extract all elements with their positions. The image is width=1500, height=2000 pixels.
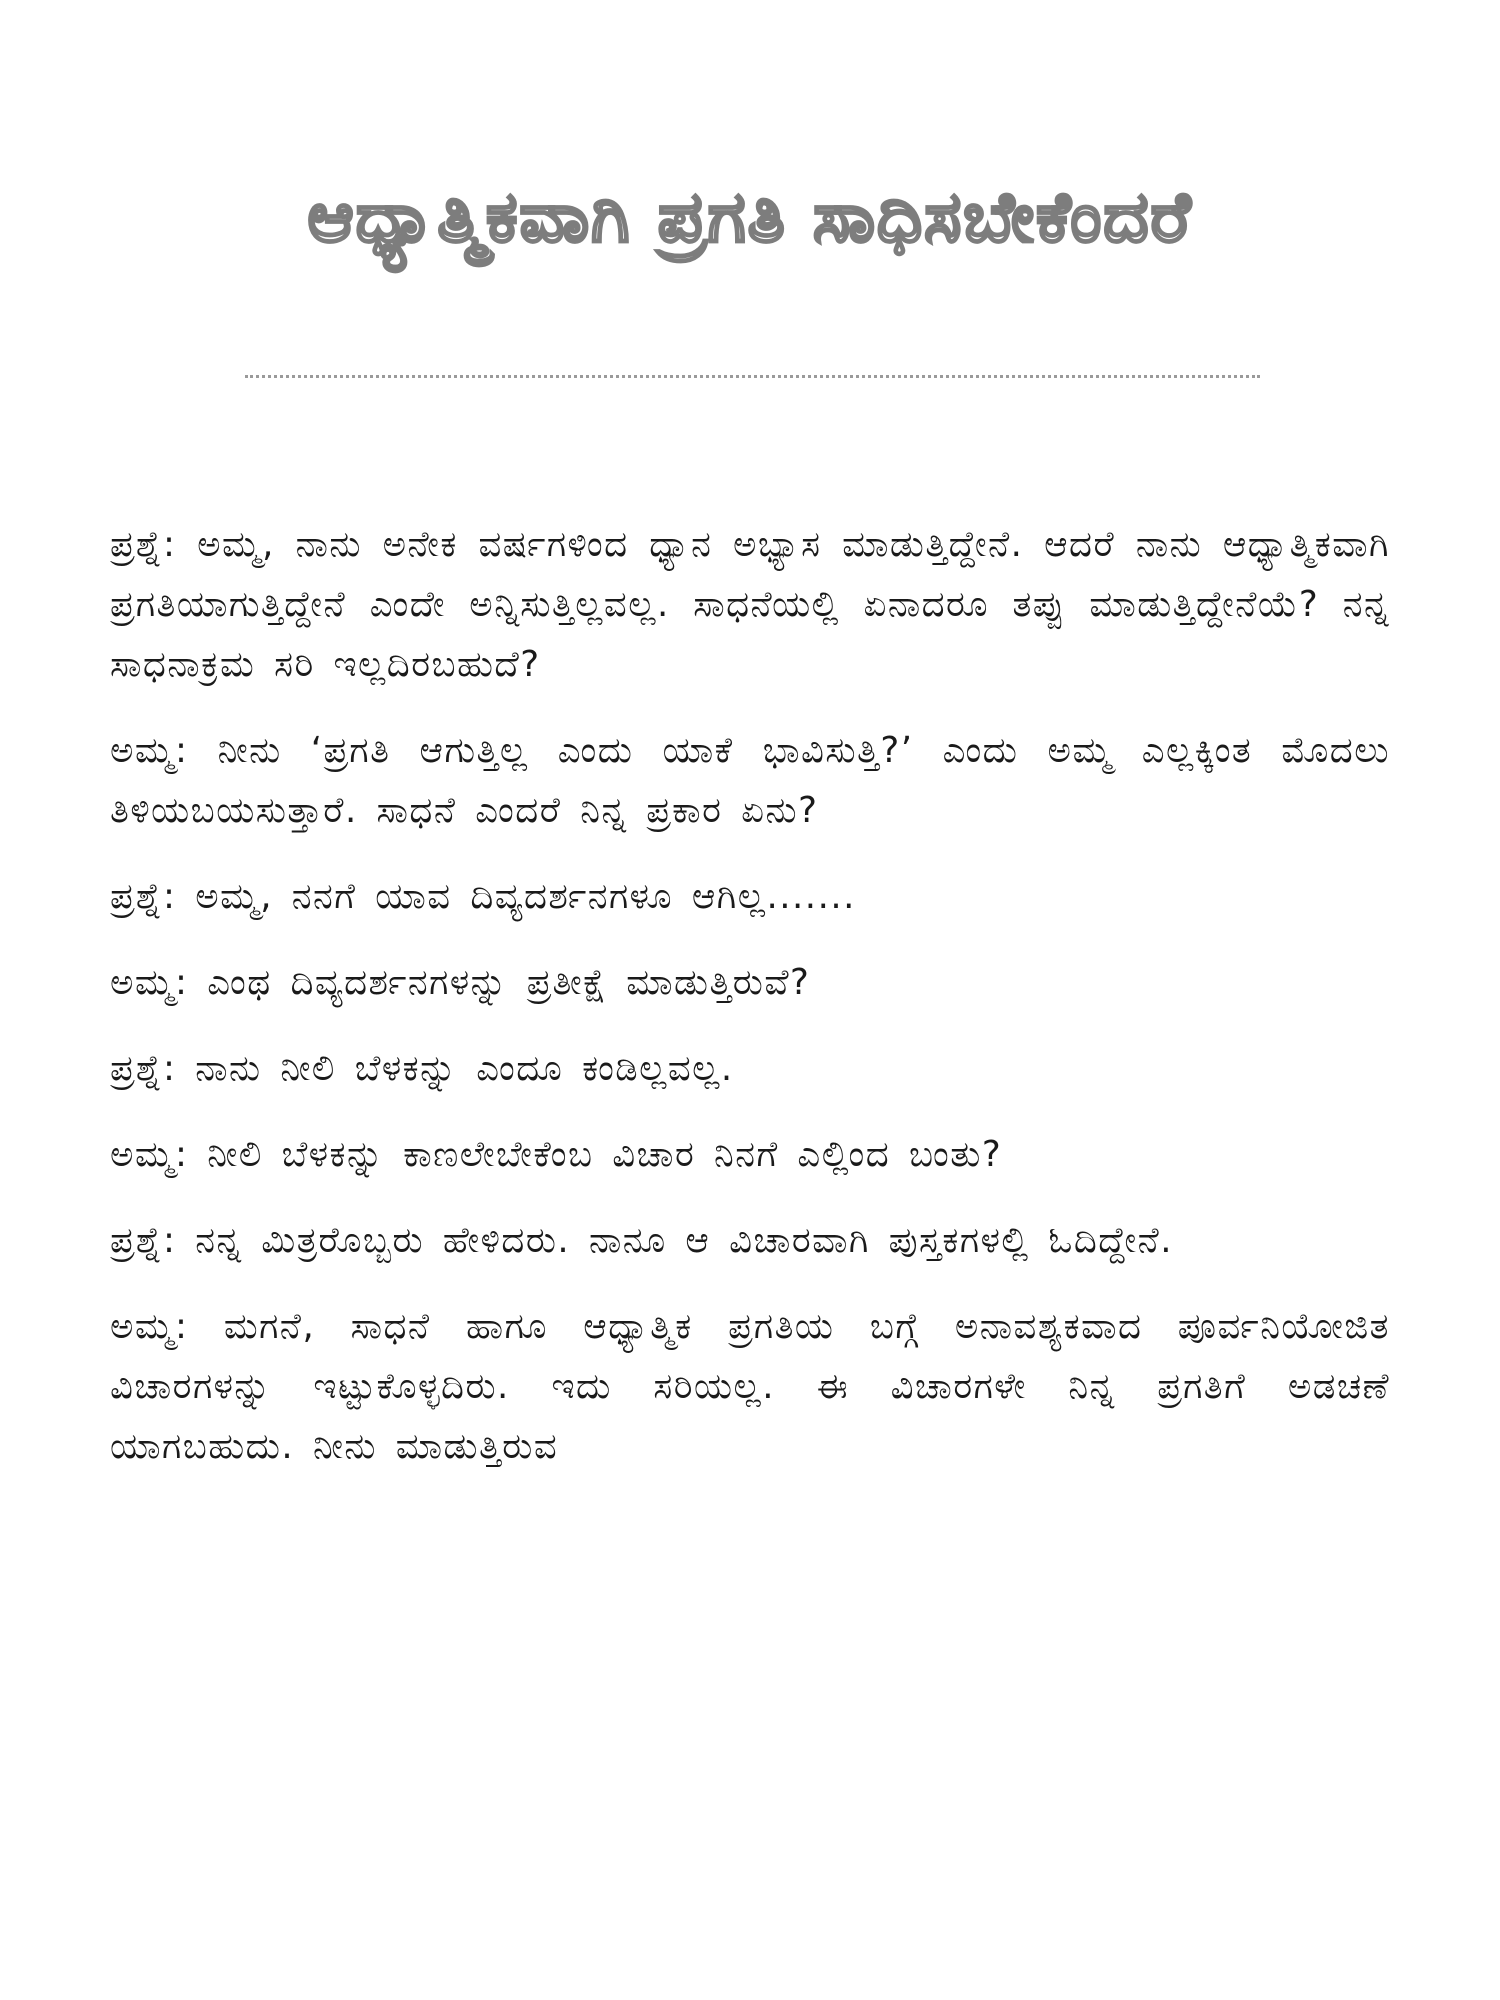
paragraph-text: ನಾನು ನೀಲಿ ಬೆಳಕನ್ನು ಎಂದೂ ಕಂಡಿಲ್ಲವಲ್ಲ. xyxy=(195,1048,734,1089)
paragraph-text: ಅಮ್ಮ, ನಾನು ಅನೇಕ ವರ್ಷಗಳಿಂದ ಧ್ಯಾನ ಅಭ್ಯಾಸ ಮಾಡುತ್ತಿದ್ದೇನೆ. ಆದರೆ ನಾನು ಆಧ್ಯಾತ್ಮಿಕವಾಗಿ ಪ್ರಗತಿಯಾಗುತ್ತಿದ್ದೇನೆ ಎಂದೇ ಅನ್ನಿಸುತ್ತಿಲ್ಲವಲ್ಲ. ಸಾಧನೆಯಲ್ಲಿ ಏನಾದರೂ ತಪ್ಪು ಮಾಡುತ್ತಿದ್ದೇನೆಯೆ? ನನ್ನ ಸಾಧನಾಕ್ರಮ ಸರಿ ಇಲ್ಲದಿರಬಹುದೆ? xyxy=(110,524,1390,685)
speaker-label: ಪ್ರಶ್ನೆ: xyxy=(110,1048,177,1089)
dialogue-paragraph xyxy=(110,1211,1390,1271)
dialogue-paragraph xyxy=(110,1039,1390,1099)
paragraph-text: ನನ್ನ ಮಿತ್ರರೊಬ್ಬರು ಹೇಳಿದರು. ನಾನೂ ಆ ವಿಚಾರವಾಗಿ ಪುಸ್ತಕಗಳಲ್ಲಿ ಓದಿದ್ದೇನೆ. xyxy=(195,1220,1174,1261)
speaker-label: ಪ್ರಶ್ನೆ: xyxy=(110,1220,177,1261)
dialogue-paragraph xyxy=(110,515,1390,695)
speaker-label: ಅಮ್ಮ: xyxy=(110,1306,189,1347)
speaker-label: ಪ್ರಶ್ನೆ: xyxy=(110,524,177,565)
dialogue-paragraph xyxy=(110,721,1390,841)
speaker-label: ಅಮ್ಮ: xyxy=(110,1134,189,1175)
chapter-title: ಆಧ್ಯಾತ್ಮಿಕವಾಗಿ ಪ್ರಗತಿ ಸಾಧಿಸಬೇಕೆಂದರೆ xyxy=(307,176,1193,258)
paragraph-text: ಎಂಥ ದಿವ್ಯದರ್ಶನಗಳನ್ನು ಪ್ರತೀಕ್ಷೆ ಮಾಡುತ್ತಿರುವೆ? xyxy=(207,962,811,1003)
dotted-divider xyxy=(245,375,1260,378)
speaker-label: ಪ್ರಶ್ನೆ: xyxy=(110,876,177,917)
paragraph-text: ನೀನು ‘ಪ್ರಗತಿ ಆಗುತ್ತಿಲ್ಲ ಎಂದು ಯಾಕೆ ಭಾವಿಸುತ್ತಿ?’ ಎಂದು ಅಮ್ಮ ಎಲ್ಲಕ್ಕಿಂತ ಮೊದಲು ತಿಳಿಯಬಯಸುತ್ತಾರೆ. ಸಾಧನೆ ಎಂದರೆ ನಿನ್ನ ಪ್ರಕಾರ ಏನು? xyxy=(110,730,1390,831)
dialogue-paragraph xyxy=(110,867,1390,927)
speaker-label: ಅಮ್ಮ: xyxy=(110,730,189,771)
paragraph-text: ಮಗನೆ, ಸಾಧನೆ ಹಾಗೂ ಆಧ್ಯಾತ್ಮಿಕ ಪ್ರಗತಿಯ ಬಗ್ಗೆ ಅನಾವಶ್ಯಕವಾದ ಪೂರ್ವನಿಯೋಜಿತ ವಿಚಾರಗಳನ್ನು ಇಟ್ಟುಕೊಳ್ಳದಿರು. ಇದು ಸರಿಯಲ್ಲ. ಈ ವಿಚಾರಗಳೇ ನಿನ್ನ ಪ್ರಗತಿಗೆ ಅಡಚಣೆ ಯಾಗಬಹುದು. ನೀನು ಮಾಡುತ್ತಿರುವ xyxy=(110,1306,1390,1467)
dialogue-paragraph xyxy=(110,1297,1390,1477)
dialogue-paragraph xyxy=(110,1125,1390,1185)
paragraph-text: ನೀಲಿ ಬೆಳಕನ್ನು ಕಾಣಲೇಬೇಕೆಂಬ ವಿಚಾರ ನಿನಗೆ ಎಲ್ಲಿಂದ ಬಂತು? xyxy=(207,1134,1003,1175)
dialogue-body xyxy=(110,515,1390,1503)
dialogue-paragraph xyxy=(110,953,1390,1013)
speaker-label: ಅಮ್ಮ: xyxy=(110,962,189,1003)
paragraph-text: ಅಮ್ಮ, ನನಗೆ ಯಾವ ದಿವ್ಯದರ್ಶನಗಳೂ ಆಗಿಲ್ಲ....... xyxy=(195,876,856,917)
